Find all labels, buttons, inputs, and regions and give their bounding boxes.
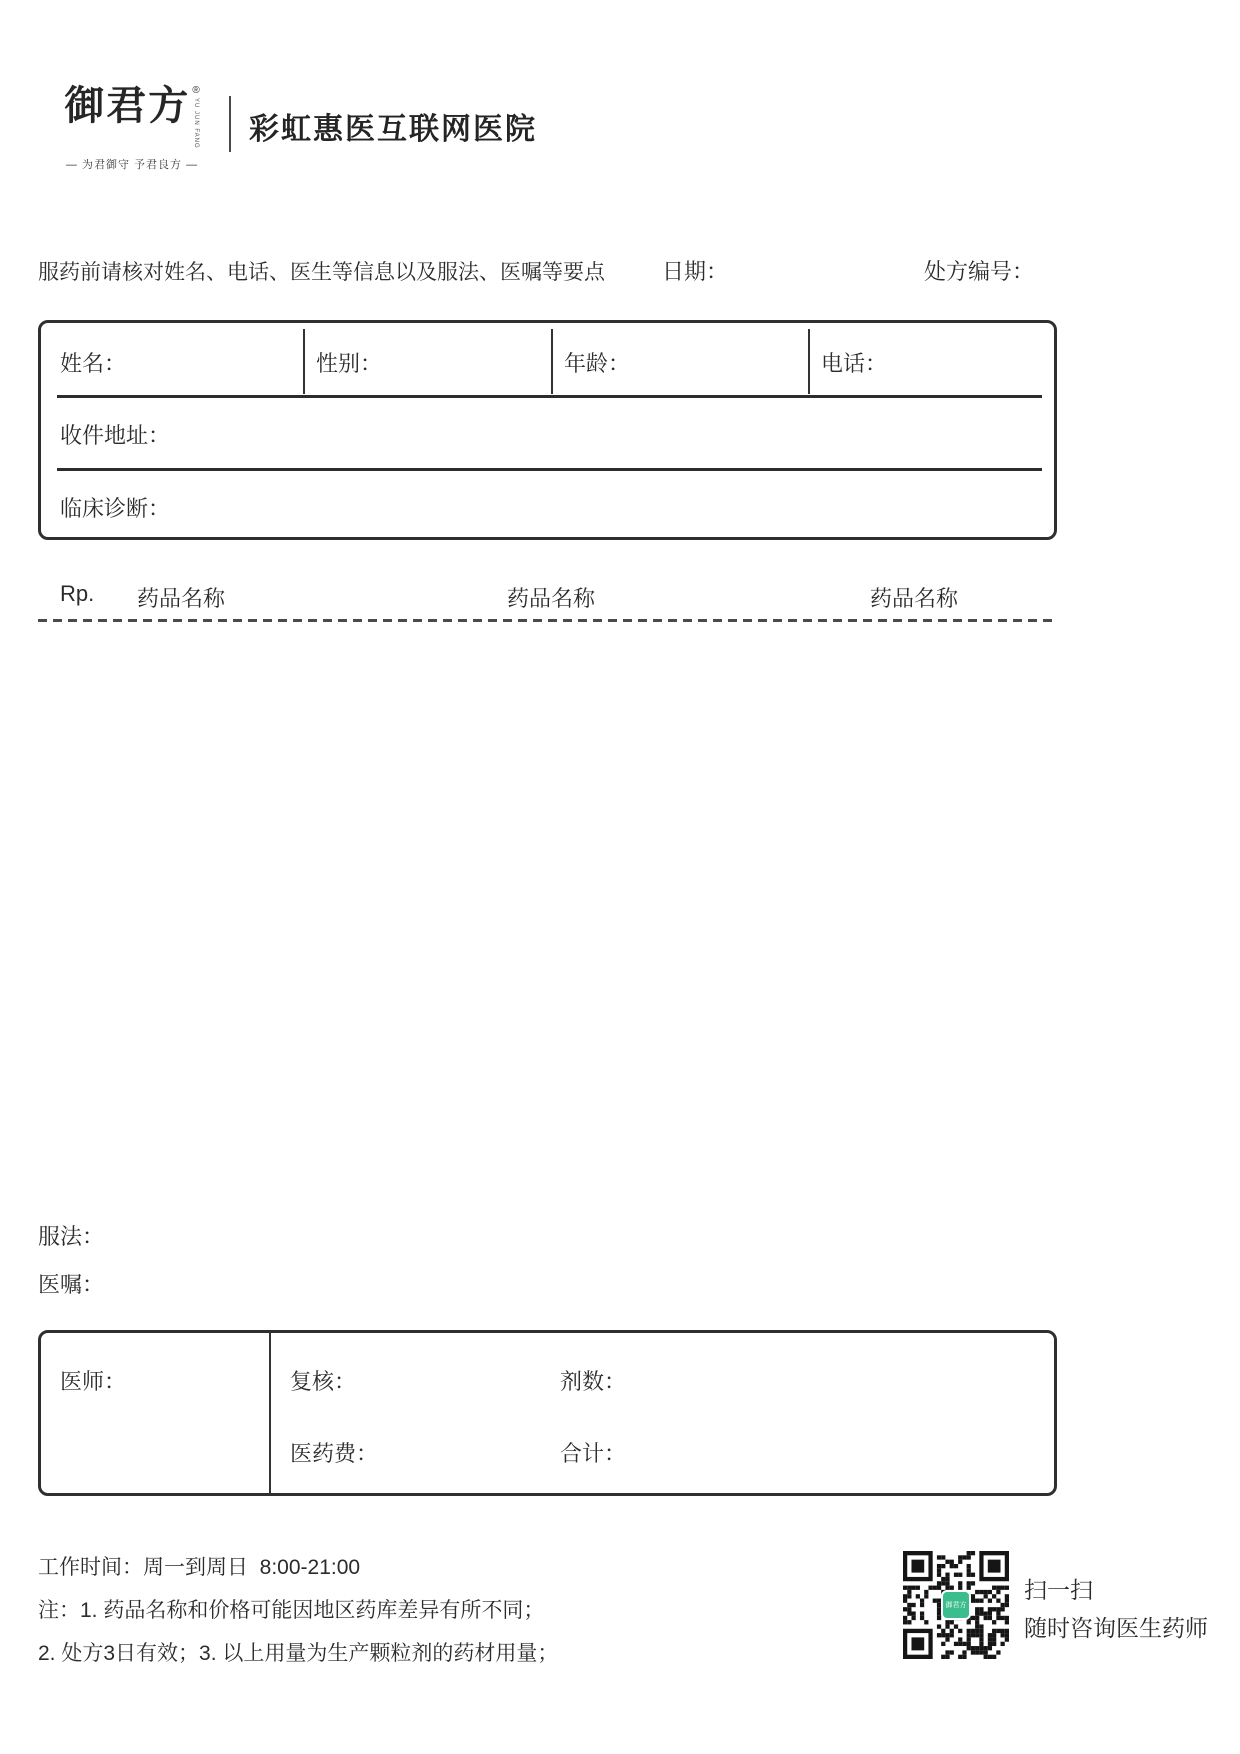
logo-latin-name: YU JUN FANG: [193, 98, 199, 149]
doctor-advice-label: 医嘱：: [38, 1272, 105, 1297]
note-line-2: 2. 处方3日有效；3. 以上用量为生产颗粒剂的药材用量；: [38, 1642, 559, 1665]
drug-name-header-3: 药品名称: [870, 586, 959, 611]
qr-center-logo: 御君方: [941, 1590, 971, 1620]
registered-trademark-icon: ®: [192, 85, 200, 96]
patient-box-divider-1: [303, 329, 305, 394]
total-label: 合计：: [560, 1441, 627, 1466]
shipping-address-label: 收件地址：: [60, 423, 171, 448]
summary-box: [38, 1330, 1057, 1496]
patient-name-label: 姓名：: [60, 351, 127, 376]
patient-phone-label: 电话：: [821, 351, 888, 376]
yujunfang-logo: [52, 84, 212, 172]
qr-code: [903, 1551, 1009, 1659]
patient-gender-label: 性别：: [316, 351, 383, 376]
patient-box-divider-2: [551, 329, 553, 394]
drug-name-header-1: 药品名称: [137, 586, 226, 611]
rx-number-label: 处方编号：: [924, 259, 1035, 284]
drug-name-header-2: 药品名称: [507, 586, 596, 611]
logo-tagline: — 为君御守 予君良方 —: [65, 158, 199, 171]
scan-subtitle: 随时咨询医生药师: [1024, 1615, 1208, 1641]
hospital-name: 彩虹惠医互联网医院: [249, 113, 537, 146]
note-line-1: 注：1. 药品名称和价格可能因地区药库差异有所不同；: [38, 1599, 545, 1622]
logo-row: [52, 84, 212, 149]
doses-label: 剂数：: [560, 1369, 627, 1394]
medical-fee-label: 医药费：: [290, 1441, 379, 1466]
doctor-label: 医师：: [60, 1369, 127, 1394]
scan-title: 扫一扫: [1024, 1577, 1093, 1603]
header-divider: [229, 96, 231, 152]
logo-side: [192, 84, 199, 149]
patient-box-hline-1: [57, 395, 1042, 398]
clinical-diagnosis-label: 临床诊断：: [60, 496, 171, 521]
review-label: 复核：: [290, 1369, 357, 1394]
patient-box-hline-2: [57, 468, 1042, 471]
check-notice-text: 服药前请核对姓名、电话、医生等信息以及服法、医嘱等要点: [38, 261, 605, 284]
date-label: 日期：: [662, 259, 729, 284]
patient-info-box: [38, 320, 1057, 540]
logo-text: 御君方: [64, 82, 191, 129]
work-time-text: 工作时间：周一到周日 8:00-21:00: [38, 1556, 361, 1579]
summary-box-divider: [269, 1333, 271, 1493]
patient-box-divider-3: [808, 329, 810, 394]
patient-age-label: 年龄：: [564, 351, 631, 376]
rp-dashed-rule: [38, 619, 1054, 622]
rp-label: Rp.: [60, 581, 95, 606]
dosage-method-label: 服法：: [38, 1224, 105, 1249]
